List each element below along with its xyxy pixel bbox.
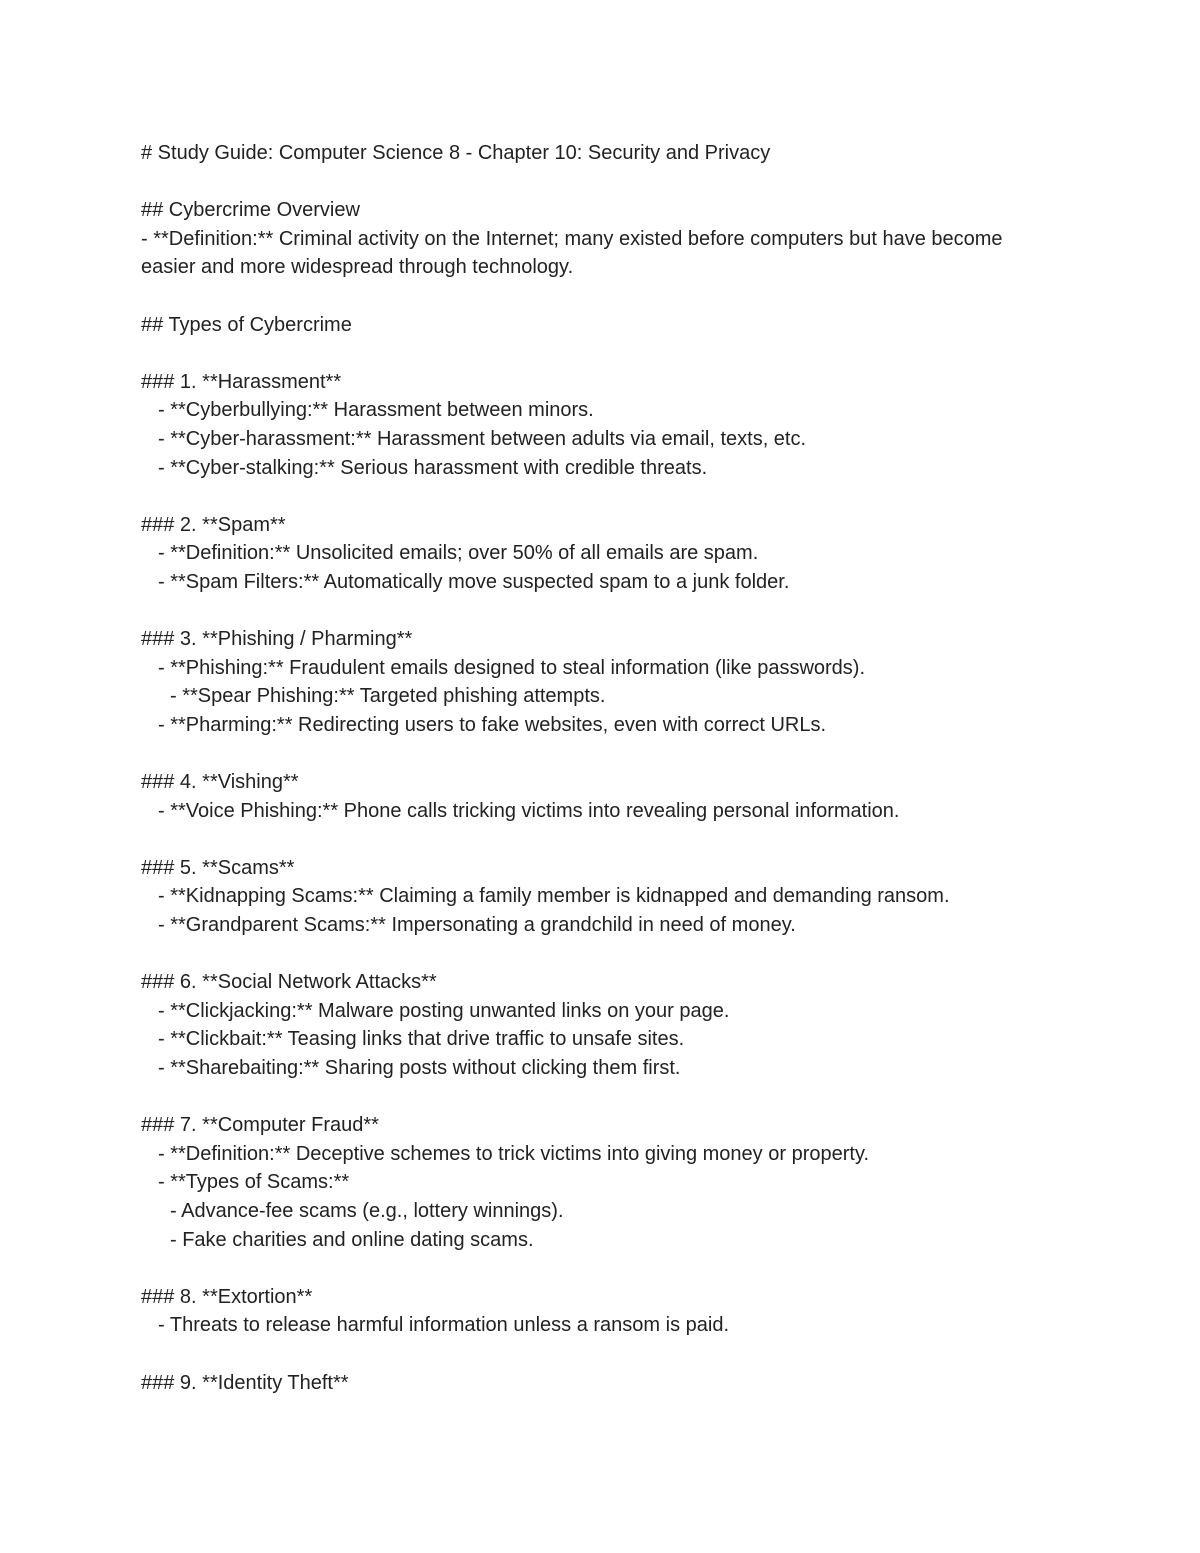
spacer bbox=[141, 168, 1041, 197]
subsection-heading-harassment: ### 1. **Harassment** bbox=[141, 370, 342, 393]
overview-definition: - **Definition:** Criminal activity on the Internet; many existed before computers but have become easier and more widespread through technology. bbox=[141, 227, 1003, 279]
spacer bbox=[141, 597, 1041, 626]
spacer bbox=[141, 1083, 1041, 1112]
subsection-heading-vishing: ### 4. **Vishing** bbox=[141, 771, 299, 794]
subsection-heading-scams: ### 5. **Scams** bbox=[141, 856, 295, 879]
list-item-nested: - **Spear Phishing:** Targeted phishing attempts. bbox=[170, 685, 606, 708]
list-item-nested: - Fake charities and online dating scams. bbox=[170, 1228, 534, 1251]
page-title: # Study Guide: Computer Science 8 - Chapter 10: Security and Privacy bbox=[141, 142, 771, 164]
spacer bbox=[141, 940, 1041, 969]
subsection-heading-extortion: ### 8. **Extortion** bbox=[141, 1285, 313, 1308]
document-body bbox=[141, 139, 1041, 1397]
subsection-heading-spam: ### 2. **Spam** bbox=[141, 513, 286, 536]
spacer bbox=[141, 339, 1041, 368]
list-item: - Threats to release harmful information unless a ransom is paid. bbox=[158, 1314, 730, 1337]
list-item: - **Sharebaiting:** Sharing posts without clicking them first. bbox=[158, 1057, 681, 1079]
spacer bbox=[141, 1340, 1041, 1369]
list-item: - **Pharming:** Redirecting users to fake websites, even with correct URLs. bbox=[158, 713, 827, 736]
spacer bbox=[141, 739, 1041, 768]
list-item: - **Cyberbullying:** Harassment between minors. bbox=[158, 399, 594, 422]
list-item: - **Clickjacking:** Malware posting unwanted links on your page. bbox=[158, 999, 730, 1022]
list-item: - **Definition:** Unsolicited emails; over 50% of all emails are spam. bbox=[158, 542, 759, 565]
subsection-heading-computer-fraud: ### 7. **Computer Fraud** bbox=[141, 1114, 379, 1137]
list-item: - **Cyber-harassment:** Harassment between adults via email, texts, etc. bbox=[158, 427, 807, 450]
list-item: - **Types of Scams:** bbox=[158, 1171, 350, 1194]
list-item: - **Voice Phishing:** Phone calls tricking victims into revealing personal information. bbox=[158, 799, 900, 822]
subsection-heading-identity-theft: ### 9. **Identity Theft** bbox=[141, 1371, 349, 1394]
spacer bbox=[141, 482, 1041, 511]
list-item: - **Spam Filters:** Automatically move suspected spam to a junk folder. bbox=[158, 570, 790, 593]
list-item: - **Cyber-stalking:** Serious harassment with credible threats. bbox=[158, 456, 708, 479]
list-item: - **Definition:** Deceptive schemes to trick victims into giving money or property. bbox=[158, 1142, 870, 1165]
spacer bbox=[141, 282, 1041, 311]
section-heading-types: ## Types of Cybercrime bbox=[141, 313, 352, 336]
list-item: - **Grandparent Scams:** Impersonating a grandchild in need of money. bbox=[158, 914, 796, 937]
list-item: - **Phishing:** Fraudulent emails designed to steal information (like passwords). bbox=[158, 656, 866, 679]
section-heading-overview: ## Cybercrime Overview bbox=[141, 199, 360, 222]
spacer bbox=[141, 1254, 1041, 1283]
list-item: - **Kidnapping Scams:** Claiming a family member is kidnapped and demanding ransom. bbox=[158, 885, 950, 908]
spacer bbox=[141, 825, 1041, 854]
subsection-heading-social-network-attacks: ### 6. **Social Network Attacks** bbox=[141, 971, 437, 994]
subsection-heading-phishing: ### 3. **Phishing / Pharming** bbox=[141, 628, 413, 651]
list-item: - **Clickbait:** Teasing links that drive traffic to unsafe sites. bbox=[158, 1028, 685, 1051]
list-item-nested: - Advance-fee scams (e.g., lottery winnings). bbox=[170, 1199, 564, 1222]
